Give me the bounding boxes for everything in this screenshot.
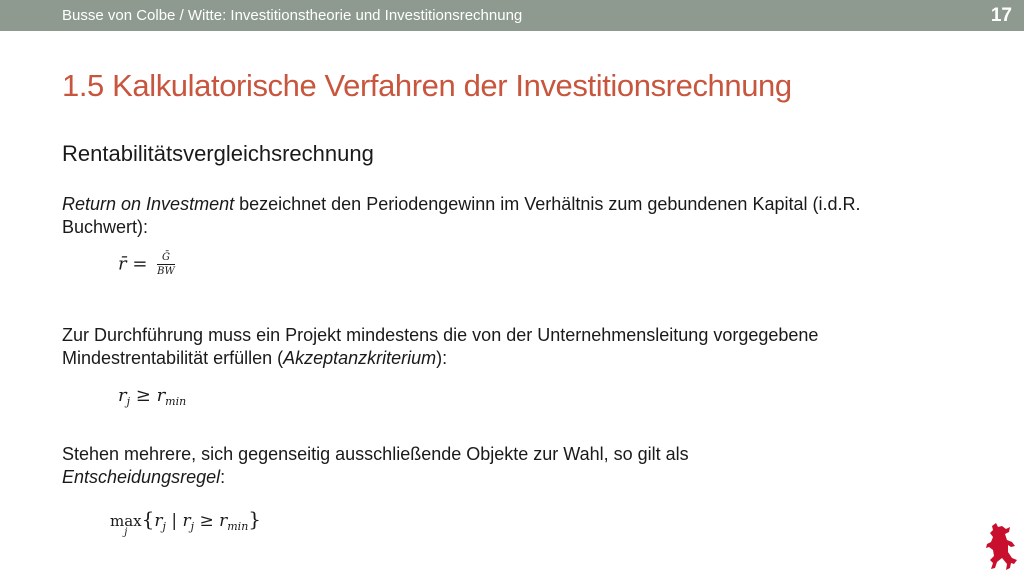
formula-decision-sub-min: min <box>227 520 249 533</box>
formula-acceptance-sub-j: j <box>126 395 131 408</box>
formula-acceptance-sub-min: min <box>165 395 187 408</box>
formula-roi-lhs: r̄ = <box>118 253 148 275</box>
decision-term: Entscheidungsregel <box>62 467 221 487</box>
formula-decision-max <box>110 512 142 538</box>
formula-decision-op: ≥ <box>194 511 220 531</box>
formula-acceptance-op: ≥ <box>130 385 157 406</box>
header-text: Busse von Colbe / Witte: Investitionstheorie und Investitionsrechnung <box>62 7 523 24</box>
paragraph-decision <box>62 443 942 489</box>
formula-acceptance-r2: r <box>156 385 166 406</box>
formula-decision-r: r <box>154 511 163 531</box>
slide-title: 1.5 Kalkulatorische Verfahren der Investitionsrechnung <box>62 68 792 103</box>
roi-definition: bezeichnet den Periodengewinn im Verhältnis zum gebundenen Kapital (i.d.R. Buchwert): <box>62 194 861 237</box>
formula-decision-bar: | <box>165 511 183 531</box>
formula-roi <box>118 252 175 277</box>
formula-decision-open: { <box>141 507 155 531</box>
roi-term: Return on Investment <box>62 194 235 214</box>
formula-decision-sub-j: j <box>162 520 166 533</box>
decision-after: : <box>220 467 226 487</box>
acceptance-text: Zur Durchführung muss ein Projekt mindestens die von der Unternehmensleitung vorgegebene Mindestrentabilität erfüllen ( <box>62 325 819 368</box>
acceptance-after: ): <box>436 348 448 368</box>
formula-decision-close: } <box>248 507 262 531</box>
formula-acceptance <box>118 385 186 408</box>
berlin-bear-icon <box>984 520 1018 572</box>
formula-decision-sub-j2: j <box>190 520 195 533</box>
paragraph-roi <box>62 193 942 239</box>
formula-decision-r2: r <box>182 511 191 531</box>
formula-decision <box>110 507 262 538</box>
page-number: 17 <box>990 5 1012 26</box>
header-bar <box>0 0 1024 31</box>
formula-decision-max-sub: j <box>124 527 128 538</box>
formula-decision-max-label: max <box>110 512 142 530</box>
formula-roi-fraction <box>157 252 175 277</box>
slide-subtitle: Rentabilitätsvergleichsrechnung <box>62 141 374 166</box>
paragraph-acceptance <box>62 324 942 370</box>
formula-roi-denominator: BW <box>157 266 175 277</box>
formula-acceptance-r: r <box>118 385 127 406</box>
decision-text: Stehen mehrere, sich gegenseitig ausschließende Objekte zur Wahl, so gilt als <box>62 444 689 464</box>
formula-decision-r3: r <box>219 511 228 531</box>
acceptance-term: Akzeptanzkriterium <box>283 348 437 368</box>
formula-roi-numerator: Ḡ <box>157 252 175 265</box>
